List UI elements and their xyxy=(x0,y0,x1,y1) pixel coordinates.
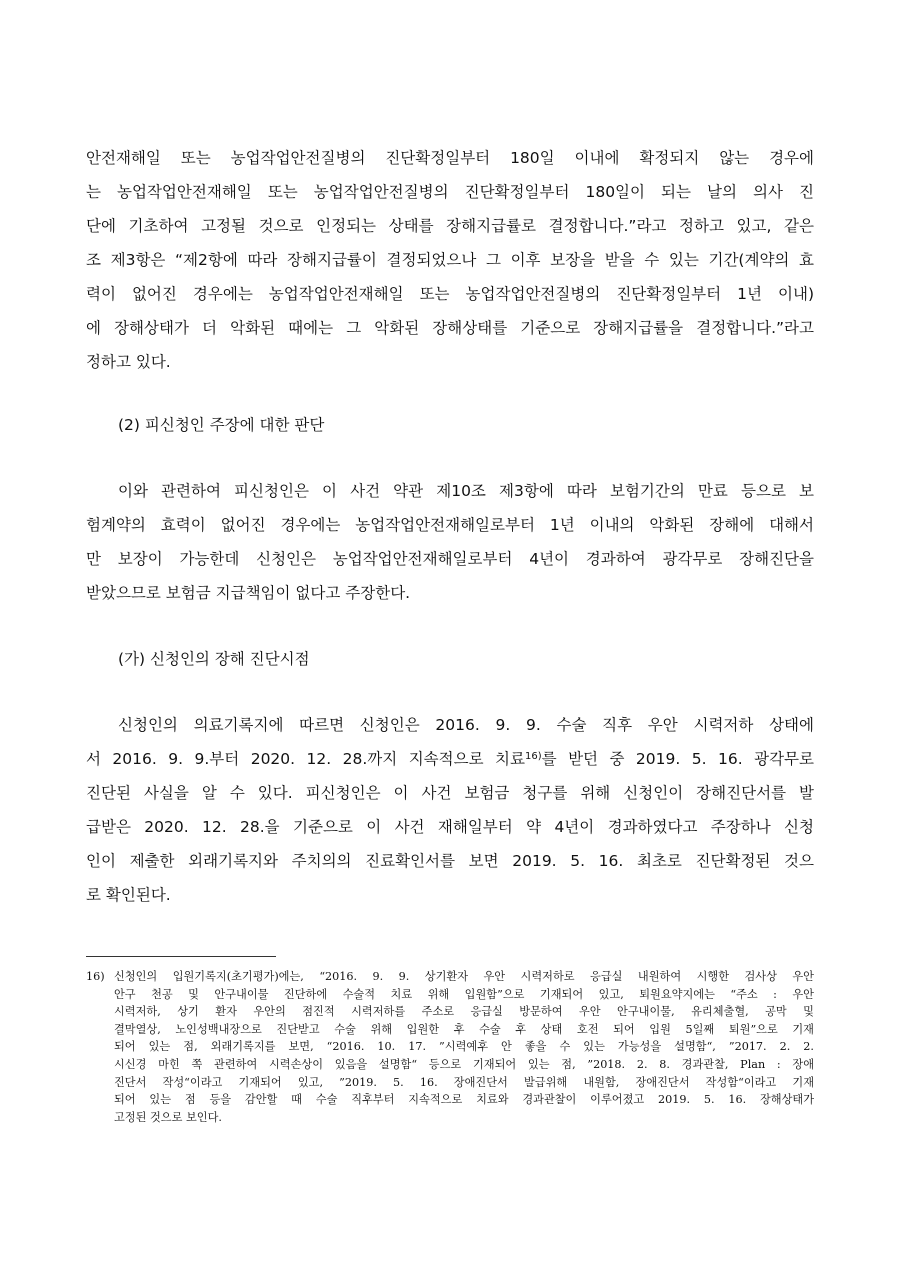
text-line: 받았으므로 보험금 지급책임이 없다고 주장한다. xyxy=(86,584,411,602)
footnote-line: 신청인의 입원기록지(초기평가)에는, “2016. 9. 9. 상기환자 우안 시력저하로 응급실 내원하여 시행한 검사상 우안 xyxy=(114,970,814,983)
footnote-reference[interactable]: 16) xyxy=(525,751,542,762)
text-line: 정하고 있다. xyxy=(86,353,171,371)
text-line: 인이 제출한 외래기록지와 주치의의 진료확인서를 보면 2019. 5. 16. 최초로 진단확정된 것으 xyxy=(86,852,814,870)
footnote-line: 시신경 마힌 쪽 관련하여 시력손상이 있음을 설명함“ 등으로 기재되어 있는 점, ”2018. 2. 8. 경과관찰, Plan : 장애 xyxy=(114,1057,814,1071)
text-line xyxy=(86,742,814,776)
text-line: 신청인의 의료기록지에 따르면 신청인은 2016. 9. 9. 수술 직후 우안 시력저하 상태에 xyxy=(118,716,814,734)
footnote-16 xyxy=(86,968,814,1126)
footnote-number: 16) xyxy=(86,970,105,983)
text-line: 에 장해상태가 더 악화된 때에는 그 악화된 장해상태를 기준으로 장해지급률을 결정합니다.”라고 xyxy=(86,319,814,337)
text-line: 는 농업작업안전재해일 또는 농업작업안전질병의 진단확정일부터 180일이 되는 날의 의사 진 xyxy=(86,183,814,201)
section-heading-2: (2) 피신청인 주장에 대한 판단 xyxy=(118,416,325,434)
text-line: 조 제3항은 “제2항에 따라 장해지급률이 결정되었으나 그 이후 보장을 받을 수 있는 기간(계약의 효 xyxy=(86,251,814,269)
footnote-line: 결막열상, 노인성백내장으로 진단받고 수술 위해 입원한 후 수술 후 상태 호전 되어 입원 5일째 퇴원”으로 기재 xyxy=(114,1022,814,1036)
footnote-body xyxy=(114,968,814,1126)
subsection-heading-ga: (가) 신청인의 장해 진단시점 xyxy=(118,650,310,668)
text-line: 만 보장이 가능한데 신청인은 농업작업안전재해일로부터 4년이 경과하여 광각무로 장해진단을 xyxy=(86,550,814,568)
footnote-divider xyxy=(86,956,276,957)
footnote-line: 되어 있는 점, 외래기록지를 보면, “2016. 10. 17. ”시력예후 안 좋을 수 있는 가능성을 설명함“, ”2017. 2. 2. xyxy=(114,1040,814,1054)
paragraph-respondent-claim xyxy=(86,474,814,610)
paragraph-diagnosis-timing xyxy=(86,708,814,912)
footnote-line: 되어 있는 점 등을 감안할 때 수술 직후부터 지속적으로 치료와 경과관찰이 이루어졌고 2019. 5. 16. 장해상태가 xyxy=(114,1093,814,1107)
text-segment: 서 2016. 9. 9.부터 2020. 12. 28.까지 지속적으로 치료 xyxy=(86,750,525,768)
text-line: 로 확인된다. xyxy=(86,886,171,904)
text-line: 력이 없어진 경우에는 농업작업안전재해일 또는 농업작업안전질병의 진단확정일부터 1년 이내) xyxy=(86,285,814,303)
text-segment: 를 받던 중 2019. 5. 16. 광각무로 xyxy=(541,750,815,768)
text-line: 단에 기초하여 고정될 것으로 인정되는 상태를 장해지급률로 결정합니다.”라고 정하고 있고, 같은 xyxy=(86,217,814,235)
footnote-line: 고정된 것으로 보인다. xyxy=(114,1110,222,1124)
text-line: 진단된 사실을 알 수 있다. 피신청인은 이 사건 보험금 청구를 위해 신청인이 장해진단서를 발 xyxy=(86,784,814,802)
footnote-line: 시력저하, 상기 환자 우안의 점진적 시력저하를 주소로 응급실 방문하여 우안 안구내이물, 유리체출혈, 공막 및 xyxy=(114,1005,814,1019)
text-line: 안전재해일 또는 농업작업안전질병의 진단확정일부터 180일 이내에 확정되지 않는 경우에 xyxy=(86,149,814,167)
paragraph-contract-clause xyxy=(86,141,814,379)
footnote-line: 안구 천공 및 안구내이물 진단하에 수술적 치료 위해 입원함”으로 기재되어 있고, 퇴원요약지에는 “주소 : 우안 xyxy=(114,987,814,1001)
footnote-line: 진단서 작성“이라고 기재되어 있고, ”2019. 5. 16. 장애진단서 발급위해 내원함, 장애진단서 작성함“이라고 기재 xyxy=(114,1075,814,1089)
text-line: 험계약의 효력이 없어진 경우에는 농업작업안전재해일로부터 1년 이내의 악화된 장해에 대해서 xyxy=(86,516,814,534)
text-line: 급받은 2020. 12. 28.을 기준으로 이 사건 재해일부터 약 4년이 경과하였다고 주장하나 신청 xyxy=(86,818,814,836)
text-line: 이와 관련하여 피신청인은 이 사건 약관 제10조 제3항에 따라 보험기간의 만료 등으로 보 xyxy=(118,482,814,500)
